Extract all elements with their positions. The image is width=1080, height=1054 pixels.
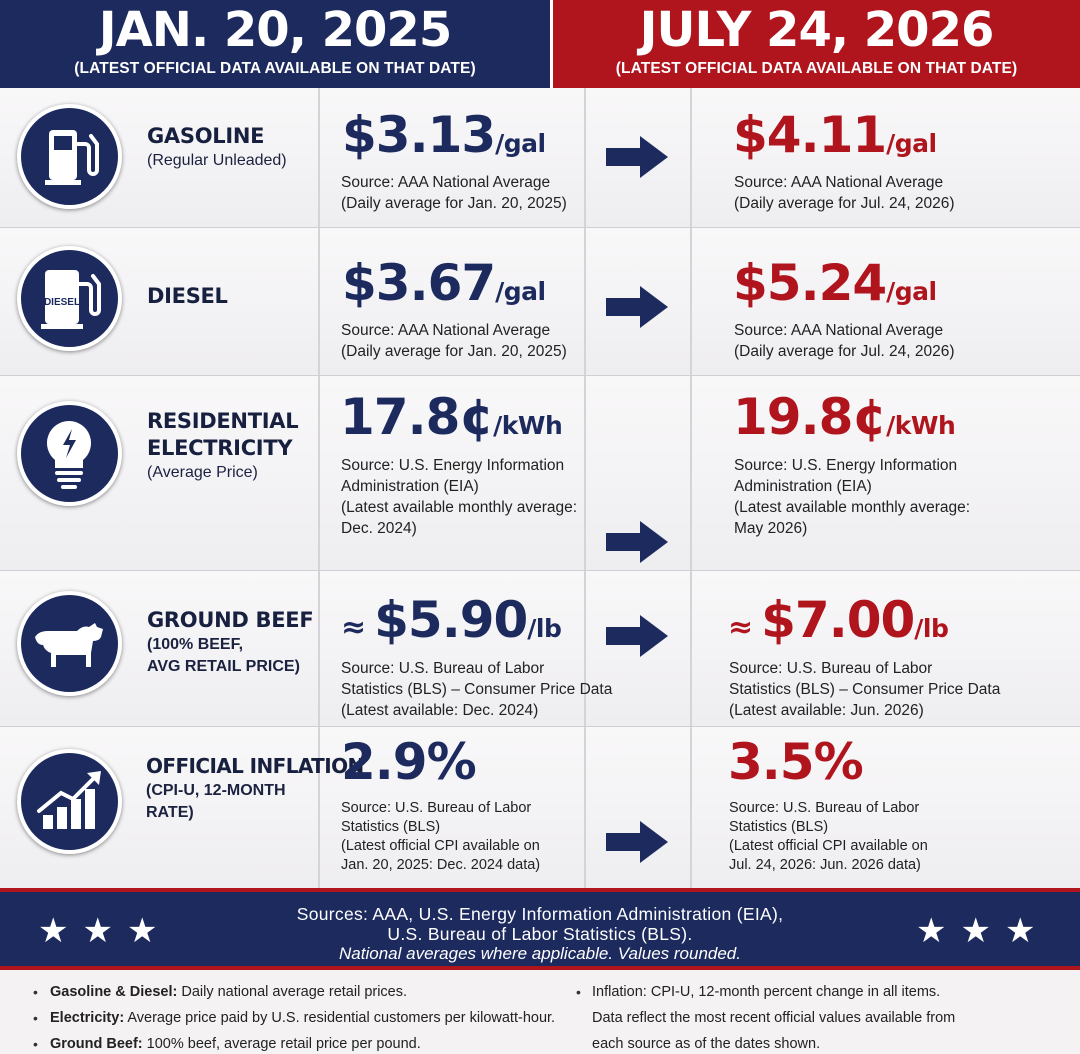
note-electricity: Electricity: Average price paid by U.S. residential customers per kilowatt-hour.	[50, 1010, 556, 1026]
gas-pump-icon	[17, 104, 122, 209]
label-diesel: DIESEL	[147, 284, 228, 308]
lightbulb-icon	[17, 401, 122, 506]
row-ground-beef	[0, 571, 1080, 727]
value-electricity-2026: 19.8¢/kWh	[733, 388, 956, 446]
source-ground-beef-2025: Source: U.S. Bureau of Labor Statistics (BLS) – Consumer Price Data (Latest available: Dec. 2024)	[341, 660, 613, 719]
stars-right-icon: ★★★	[916, 912, 1050, 950]
cow-icon	[17, 591, 122, 696]
diesel-pump-icon	[17, 246, 122, 351]
note-data-2: each source as of the dates shown.	[592, 1036, 821, 1052]
svg-text:DIESEL: DIESEL	[43, 297, 81, 308]
source-ground-beef-2026: Source: U.S. Bureau of Labor Statistics (BLS) – Consumer Price Data (Latest available: Jun. 2026)	[729, 660, 1001, 719]
source-diesel-2026: Source: AAA National Average (Daily average for Jul. 24, 2026)	[734, 322, 955, 360]
label-electricity: RESIDENTIAL ELECTRICITY (Average Price)	[147, 409, 299, 481]
value-gasoline-2026: $4.11/gal	[733, 106, 937, 164]
row-gasoline	[0, 88, 1080, 228]
label-gasoline: GASOLINE (Regular Unleaded)	[147, 124, 287, 169]
arrow-right-icon	[606, 136, 668, 178]
source-electricity-2026: Source: U.S. Energy Information Administration (EIA) (Latest available monthly average: May 2026)	[734, 457, 971, 537]
note-inflation: Inflation: CPI-U, 12-month percent change in all items.	[592, 984, 941, 1000]
stars-left-icon: ★★★	[38, 912, 172, 950]
note-data-1: Data reflect the most recent official values available from	[592, 1010, 956, 1026]
sources-banner	[0, 888, 1080, 970]
value-diesel-2026: $5.24/gal	[733, 254, 937, 312]
source-gasoline-2026: Source: AAA National Average (Daily average for Jul. 24, 2026)	[734, 174, 955, 212]
source-gasoline-2025: Source: AAA National Average (Daily average for Jan. 20, 2025)	[341, 174, 567, 212]
row-diesel	[0, 228, 1080, 376]
source-diesel-2025: Source: AAA National Average (Daily average for Jan. 20, 2025)	[341, 322, 567, 360]
note-ground-beef: Ground Beef: 100% beef, average retail price per pound.	[50, 1036, 421, 1052]
arrow-right-icon	[606, 615, 668, 657]
arrow-right-icon	[606, 821, 668, 863]
label-ground-beef: GROUND BEEF (100% BEEF, AVG RETAIL PRICE)	[147, 608, 314, 675]
sources-line-3: National averages where applicable. Values rounded.	[339, 944, 741, 963]
label-inflation: OFFICIAL INFLATION (CPI-U, 12-MONTH RATE)	[146, 754, 364, 821]
value-ground-beef-2025: ≈ $5.90/lb	[341, 591, 562, 649]
sources-line-2: U.S. Bureau of Labor Statistics (BLS).	[387, 924, 693, 944]
header-left-panel	[0, 0, 553, 88]
value-inflation-2025: 2.9%	[341, 733, 476, 791]
value-inflation-2026: 3.5%	[728, 733, 863, 791]
right-date-subheading: (LATEST OFFICIAL DATA AVAILABLE ON THAT DATE)	[615, 60, 1018, 77]
left-date-heading: JAN. 20, 2025	[98, 2, 452, 58]
comparison-table	[0, 88, 1080, 888]
row-inflation	[0, 727, 1080, 888]
arrow-right-icon	[606, 286, 668, 328]
note-gasoline-diesel: Gasoline & Diesel: Daily national average retail prices.	[50, 984, 408, 1000]
header-right-panel	[553, 0, 1080, 88]
left-date-subheading: (LATEST OFFICIAL DATA AVAILABLE ON THAT DATE)	[74, 60, 476, 77]
source-inflation-2026: Source: U.S. Bureau of Labor Statistics (BLS) (Latest official CPI available on Jul. 24, 2026: Jun. 2026 data)	[729, 800, 928, 873]
value-electricity-2025: 17.8¢/kWh	[340, 388, 563, 446]
right-date-heading: JULY 24, 2026	[639, 2, 994, 58]
value-diesel-2025: $3.67/gal	[342, 254, 546, 312]
value-gasoline-2025: $3.13/gal	[342, 106, 546, 164]
footnotes: • Gasoline & Diesel: Daily national average retail prices. • Electricity: Average price paid by U.S. residential customers per kilowatt-hour. • Ground Beef: 100% beef, average retail price per pound. • Inflation: CPI-U, 12-month percent change in all items. Data reflect the most recent official values available from each source as of the dates shown.	[0, 970, 1080, 1054]
source-electricity-2025: Source: U.S. Energy Information Administration (EIA) (Latest available monthly average: Dec. 2024)	[341, 457, 578, 537]
value-ground-beef-2026: ≈ $7.00/lb	[728, 591, 949, 649]
arrow-right-icon	[606, 521, 668, 563]
sources-line-1: Sources: AAA, U.S. Energy Information Administration (EIA),	[296, 904, 784, 924]
row-electricity	[0, 376, 1080, 571]
source-inflation-2025: Source: U.S. Bureau of Labor Statistics (BLS) (Latest official CPI available on Jan. 20, 2025: Dec. 2024 data)	[341, 800, 541, 873]
growth-chart-icon	[17, 749, 122, 854]
